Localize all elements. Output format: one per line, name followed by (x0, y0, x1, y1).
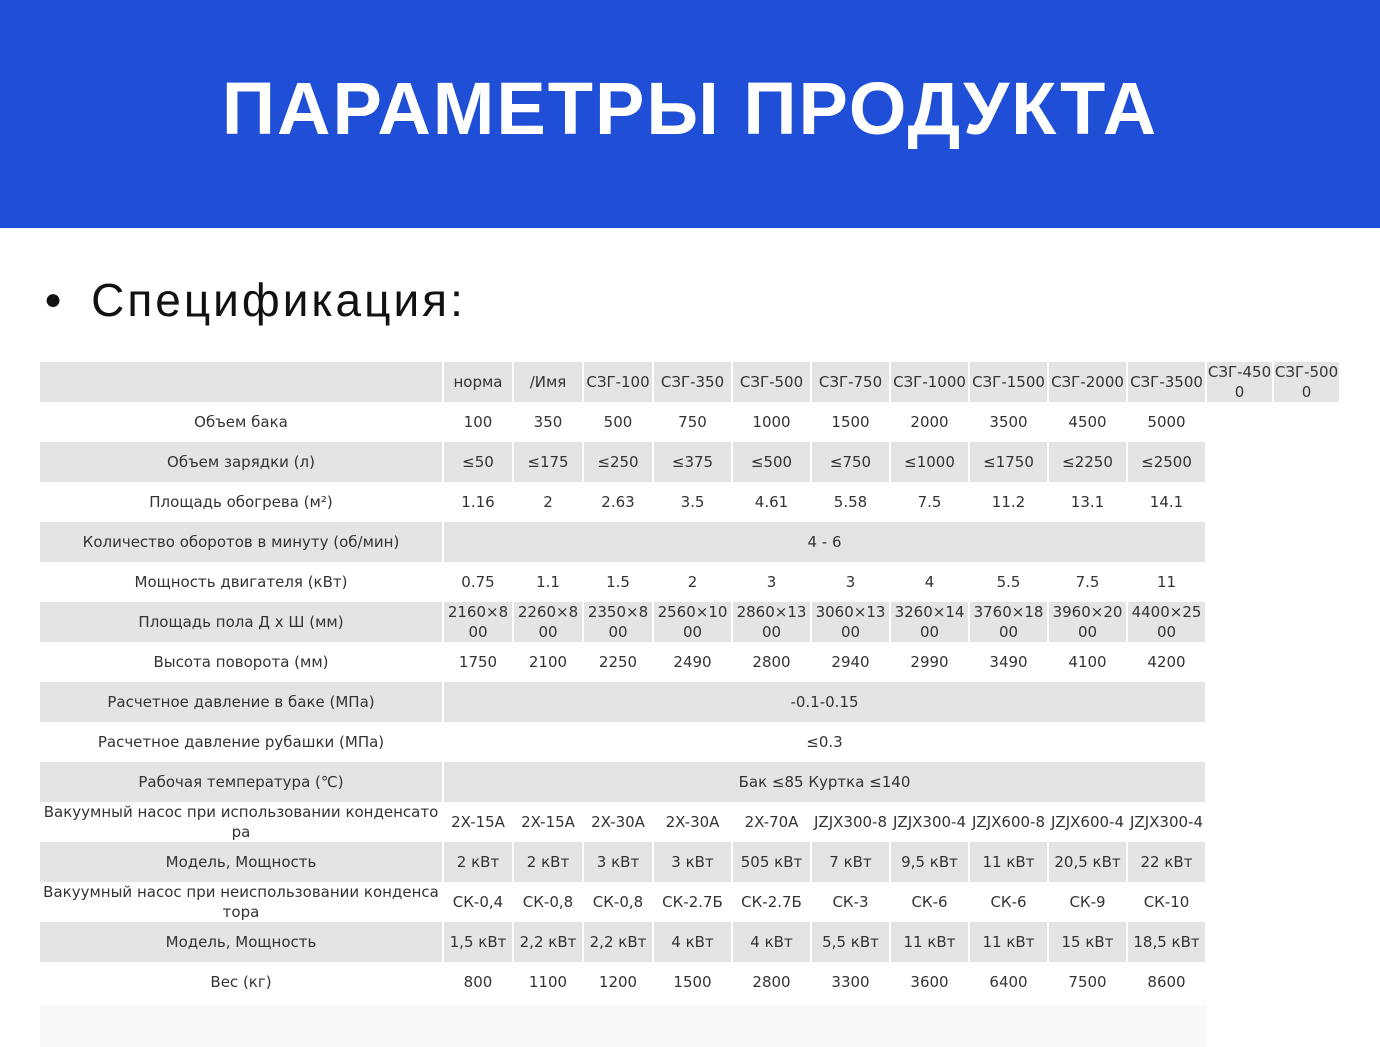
value-cell: 4.61 (733, 482, 812, 522)
empty-cell (1274, 482, 1341, 522)
table-row (40, 922, 1341, 962)
value-cell: 2 кВт (444, 842, 514, 882)
value-cell: 20,5 кВт (1049, 842, 1128, 882)
table-row (40, 522, 1341, 562)
column-header: СЗГ-1500 (970, 362, 1049, 402)
empty-cell (1274, 882, 1341, 922)
value-cell: 3500 (970, 402, 1049, 442)
value-cell: 0.75 (444, 562, 514, 602)
value-cell: 11.2 (970, 482, 1049, 522)
value-cell: JZJX600-8 (970, 802, 1049, 842)
value-cell: ≤2250 (1049, 442, 1128, 482)
empty-cell (1207, 402, 1274, 442)
value-cell: СК-10 (1128, 882, 1207, 922)
value-cell: JZJX300-8 (812, 802, 891, 842)
value-cell: 4 (891, 562, 970, 602)
table-row (40, 442, 1341, 482)
empty-cell (1207, 442, 1274, 482)
value-cell: 1100 (514, 962, 584, 1002)
value-cell: 2100 (514, 642, 584, 682)
value-cell: 3960×2000 (1049, 602, 1128, 642)
value-cell: СК-6 (970, 882, 1049, 922)
column-header: /Имя (514, 362, 584, 402)
row-label: Объем бака (40, 402, 444, 442)
value-cell: 9,5 кВт (891, 842, 970, 882)
column-header: СЗГ-350 (654, 362, 733, 402)
value-cell: 2,2 кВт (584, 922, 654, 962)
column-header: СЗГ-1000 (891, 362, 970, 402)
empty-cell (1207, 762, 1274, 802)
value-cell: 3.5 (654, 482, 733, 522)
value-cell: ≤250 (584, 442, 654, 482)
column-header: СЗГ-4500 (1207, 362, 1274, 402)
value-cell: JZJX300-4 (1128, 802, 1207, 842)
empty-cell (1274, 802, 1341, 842)
value-cell: СК-0,4 (444, 882, 514, 922)
value-cell: 3300 (812, 962, 891, 1002)
value-cell: ≤1000 (891, 442, 970, 482)
empty-cell (1274, 402, 1341, 442)
value-cell: 3600 (891, 962, 970, 1002)
value-cell: 4100 (1049, 642, 1128, 682)
merged-value-cell: ≤0.3 (444, 722, 1207, 762)
empty-cell (1274, 602, 1341, 642)
value-cell: 4200 (1128, 642, 1207, 682)
value-cell: ≤750 (812, 442, 891, 482)
page-title: ПАРАМЕТРЫ ПРОДУКТА (221, 66, 1159, 150)
value-cell: 4 кВт (733, 922, 812, 962)
value-cell: СК-6 (891, 882, 970, 922)
value-cell: 2 кВт (514, 842, 584, 882)
column-header: СЗГ-750 (812, 362, 891, 402)
column-header: СЗГ-500 (733, 362, 812, 402)
value-cell: 11 кВт (970, 922, 1049, 962)
value-cell: 8600 (1128, 962, 1207, 1002)
value-cell: 2,2 кВт (514, 922, 584, 962)
value-cell: 7 кВт (812, 842, 891, 882)
value-cell: 11 кВт (891, 922, 970, 962)
row-label: Площадь обогрева (м²) (40, 482, 444, 522)
table-bottom-padding (40, 1005, 1206, 1047)
title-banner (0, 0, 1380, 228)
value-cell: 2 (514, 482, 584, 522)
section-heading-text: Спецификация: (91, 274, 466, 326)
value-cell: 5,5 кВт (812, 922, 891, 962)
column-header: норма (444, 362, 514, 402)
value-cell: 4 кВт (654, 922, 733, 962)
value-cell: JZJX300-4 (891, 802, 970, 842)
value-cell: 1000 (733, 402, 812, 442)
value-cell: 3060×1300 (812, 602, 891, 642)
row-label: Модель, Мощность (40, 922, 444, 962)
value-cell: 750 (654, 402, 733, 442)
value-cell: 350 (514, 402, 584, 442)
value-cell: 2.63 (584, 482, 654, 522)
merged-value-cell: 4 - 6 (444, 522, 1207, 562)
empty-cell (1207, 962, 1274, 1002)
table-row (40, 642, 1341, 682)
table-row (40, 682, 1341, 722)
value-cell: ≤500 (733, 442, 812, 482)
row-label: Количество оборотов в минуту (об/мин) (40, 522, 444, 562)
empty-cell (1274, 682, 1341, 722)
column-header: СЗГ-5000 (1274, 362, 1341, 402)
value-cell: 1500 (654, 962, 733, 1002)
value-cell: 3490 (970, 642, 1049, 682)
value-cell: 2990 (891, 642, 970, 682)
empty-cell (1207, 882, 1274, 922)
value-cell: 6400 (970, 962, 1049, 1002)
value-cell: 505 кВт (733, 842, 812, 882)
empty-cell (1207, 802, 1274, 842)
value-cell: 2800 (733, 642, 812, 682)
empty-cell (1274, 762, 1341, 802)
value-cell: 2860×1300 (733, 602, 812, 642)
table-row (40, 962, 1341, 1002)
table-row (40, 482, 1341, 522)
value-cell: 3760×1800 (970, 602, 1049, 642)
value-cell: 1750 (444, 642, 514, 682)
value-cell: СК-0,8 (584, 882, 654, 922)
value-cell: 2X-30A (654, 802, 733, 842)
value-cell: 2000 (891, 402, 970, 442)
row-label: Вес (кг) (40, 962, 444, 1002)
value-cell: 3 кВт (654, 842, 733, 882)
empty-cell (1274, 442, 1341, 482)
row-label: Расчетное давление рубашки (МПа) (40, 722, 444, 762)
value-cell: СК-9 (1049, 882, 1128, 922)
header-label-cell (40, 362, 444, 402)
value-cell: ≤1750 (970, 442, 1049, 482)
value-cell: 2X-70A (733, 802, 812, 842)
value-cell: 14.1 (1128, 482, 1207, 522)
value-cell: 15 кВт (1049, 922, 1128, 962)
value-cell: 7500 (1049, 962, 1128, 1002)
table-row (40, 402, 1341, 442)
empty-cell (1274, 962, 1341, 1002)
value-cell: 7.5 (1049, 562, 1128, 602)
section-heading (44, 270, 466, 330)
empty-cell (1207, 842, 1274, 882)
value-cell: 1500 (812, 402, 891, 442)
empty-cell (1274, 642, 1341, 682)
value-cell: 4500 (1049, 402, 1128, 442)
value-cell: 2X-30A (584, 802, 654, 842)
value-cell: ≤375 (654, 442, 733, 482)
table-row (40, 722, 1341, 762)
empty-cell (1207, 482, 1274, 522)
value-cell: 3260×1400 (891, 602, 970, 642)
value-cell: 1.16 (444, 482, 514, 522)
empty-cell (1207, 922, 1274, 962)
value-cell: 2490 (654, 642, 733, 682)
column-header: СЗГ-2000 (1049, 362, 1128, 402)
value-cell: 11 (1128, 562, 1207, 602)
value-cell: 3 (812, 562, 891, 602)
value-cell: 100 (444, 402, 514, 442)
empty-cell (1274, 562, 1341, 602)
value-cell: 5.58 (812, 482, 891, 522)
row-label: Вакуумный насос при неиспользовании конденсатора (40, 882, 444, 922)
value-cell: 2X-15A (514, 802, 584, 842)
value-cell: СК-2.7Б (733, 882, 812, 922)
empty-cell (1274, 522, 1341, 562)
merged-value-cell: Бак ≤85 Куртка ≤140 (444, 762, 1207, 802)
merged-value-cell: -0.1-0.15 (444, 682, 1207, 722)
row-label: Модель, Мощность (40, 842, 444, 882)
value-cell: 2800 (733, 962, 812, 1002)
empty-cell (1207, 602, 1274, 642)
value-cell: 2X-15A (444, 802, 514, 842)
value-cell: 1.5 (584, 562, 654, 602)
empty-cell (1207, 722, 1274, 762)
row-label: Вакуумный насос при использовании конденсатора (40, 802, 444, 842)
value-cell: 800 (444, 962, 514, 1002)
value-cell: 500 (584, 402, 654, 442)
value-cell: СК-0,8 (514, 882, 584, 922)
value-cell: СК-3 (812, 882, 891, 922)
value-cell: 2250 (584, 642, 654, 682)
value-cell: ≤50 (444, 442, 514, 482)
column-header: СЗГ-100 (584, 362, 654, 402)
table-header-row (40, 362, 1341, 402)
value-cell: ≤2500 (1128, 442, 1207, 482)
value-cell: 22 кВт (1128, 842, 1207, 882)
value-cell: 18,5 кВт (1128, 922, 1207, 962)
specification-table (40, 362, 1341, 1002)
row-label: Рабочая температура (℃) (40, 762, 444, 802)
value-cell: 2560×1000 (654, 602, 733, 642)
value-cell: 1,5 кВт (444, 922, 514, 962)
empty-cell (1274, 922, 1341, 962)
empty-cell (1207, 682, 1274, 722)
table-row (40, 882, 1341, 922)
value-cell: 2 (654, 562, 733, 602)
row-label: Расчетное давление в баке (МПа) (40, 682, 444, 722)
value-cell: 4400×2500 (1128, 602, 1207, 642)
column-header: СЗГ-3500 (1128, 362, 1207, 402)
row-label: Площадь пола Д х Ш (мм) (40, 602, 444, 642)
value-cell: JZJX600-4 (1049, 802, 1128, 842)
table-row (40, 562, 1341, 602)
empty-cell (1207, 522, 1274, 562)
row-label: Высота поворота (мм) (40, 642, 444, 682)
value-cell: 3 кВт (584, 842, 654, 882)
value-cell: 3 (733, 562, 812, 602)
bullet-icon: ● (44, 283, 66, 316)
value-cell: 2940 (812, 642, 891, 682)
row-label: Объем зарядки (л) (40, 442, 444, 482)
empty-cell (1207, 562, 1274, 602)
value-cell: 5.5 (970, 562, 1049, 602)
value-cell: 2260×800 (514, 602, 584, 642)
empty-cell (1274, 722, 1341, 762)
value-cell: 13.1 (1049, 482, 1128, 522)
row-label: Мощность двигателя (кВт) (40, 562, 444, 602)
empty-cell (1207, 642, 1274, 682)
value-cell: 11 кВт (970, 842, 1049, 882)
value-cell: 7.5 (891, 482, 970, 522)
table-row (40, 842, 1341, 882)
value-cell: 5000 (1128, 402, 1207, 442)
value-cell: 2160×800 (444, 602, 514, 642)
value-cell: 1.1 (514, 562, 584, 602)
value-cell: 2350×800 (584, 602, 654, 642)
empty-cell (1274, 842, 1341, 882)
table-row (40, 602, 1341, 642)
value-cell: СК-2.7Б (654, 882, 733, 922)
table-row (40, 762, 1341, 802)
table-row (40, 802, 1341, 842)
value-cell: ≤175 (514, 442, 584, 482)
value-cell: 1200 (584, 962, 654, 1002)
